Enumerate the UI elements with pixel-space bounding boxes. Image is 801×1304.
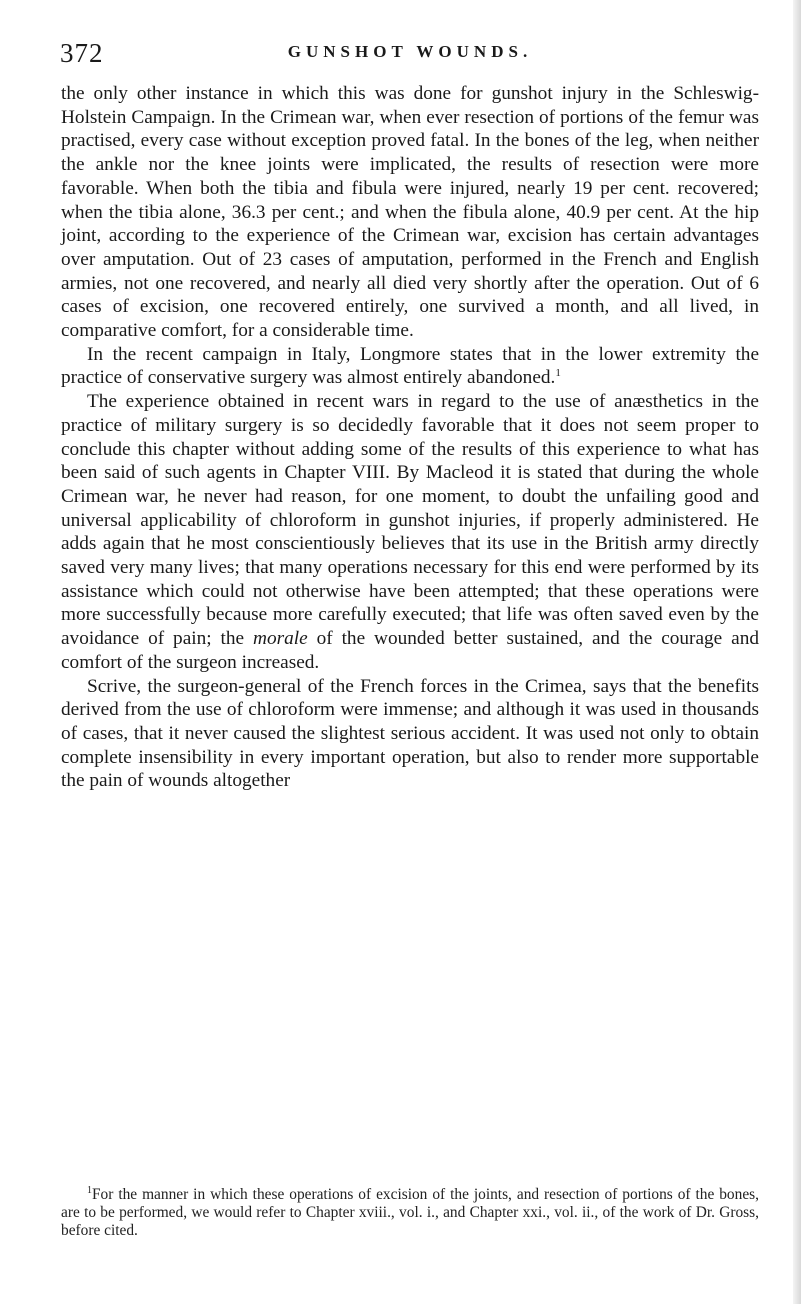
page-header xyxy=(60,38,760,74)
paragraph-resection: the only other instance in which this was done for gunshot injury in the Schleswig-Holstein Campaign. In the Crimean war, when ever resection of portions of the femur was practised, every case without exception proved fatal. In the bones of the leg, when neither the ankle nor the knee joints were implicated, the results of resection were more favorable. When both the tibia and fibula were injured, nearly 19 per cent. recovered; when the tibia alone, 36.3 per cent.; and when the fibula alone, 40.9 per cent. At the hip joint, according to the experience of the Crimean war, excision has certain advantages over amputation. Out of 23 cases of amputation, performed in the French and English armies, not one recovered, and nearly all died very shortly after the operation. Out of 6 cases of excision, one recovered entirely, one survived a month, and all lived, in comparative comfort, for a considerable time. xyxy=(61,83,759,342)
footnote-text: For the manner in which these operations of excision of the joints, and resection of portions of the bones, are to be performed, we would refer to Chapter xviii., vol. i., and Chapter xxi., vol. ii., of the work of Dr. Gross, before cited. xyxy=(61,1186,759,1239)
page-edge-shadow xyxy=(793,0,801,1304)
paragraph-anaesthetics xyxy=(61,390,759,674)
paragraph-anaesthetics-text-a: The experience obtained in recent wars in regard to the use of anæsthetics in the practice of military surgery is so decidedly favorable that it does not seem proper to conclude this chapter without adding some of the results of this experience to what has been said of such agents in Chapter VIII. By Macleod it is stated that during the whole Crimean war, he never had reason, for one moment, to doubt the unfailing good and universal applicability of chloroform in gunshot injuries, if properly administered. He adds again that he most conscientiously believes that its use in the British army directly saved very many lives; that many operations necessary for this end were performed by its assistance which could not otherwise have been attempted; that these operations were more successfully because more carefully executed; that life was often saved even by the avoidance of pain; the xyxy=(61,391,759,650)
page-number: 372 xyxy=(60,38,104,68)
footnote-reference: 1 xyxy=(555,367,561,380)
body-text xyxy=(61,82,759,793)
paragraph-anaesthetics-text-b: of the wounded better sustained, and the courage and comfort of the surgeon increased. xyxy=(61,628,759,673)
footnote-marker: 1 xyxy=(87,1185,92,1196)
running-title: GUNSHOT WOUNDS. xyxy=(287,42,533,61)
paragraph-italy-text: In the recent campaign in Italy, Longmore states that in the lower extremity the practice of conservative surgery was almost entirely abandoned. xyxy=(61,343,759,389)
italic-term-morale: morale xyxy=(253,628,308,650)
footnote xyxy=(61,1186,759,1240)
paragraph-scrive: Scrive, the surgeon-general of the French forces in the Crimea, says that the benefits derived from the use of chloroform were immense; and although it was used in thousands of cases, that it never caused the slightest serious accident. It was used not only to obtain complete insensibility in every important operation, but also to render more supportable the pain of wounds altogether xyxy=(61,675,759,792)
paragraph-italy xyxy=(61,343,759,390)
